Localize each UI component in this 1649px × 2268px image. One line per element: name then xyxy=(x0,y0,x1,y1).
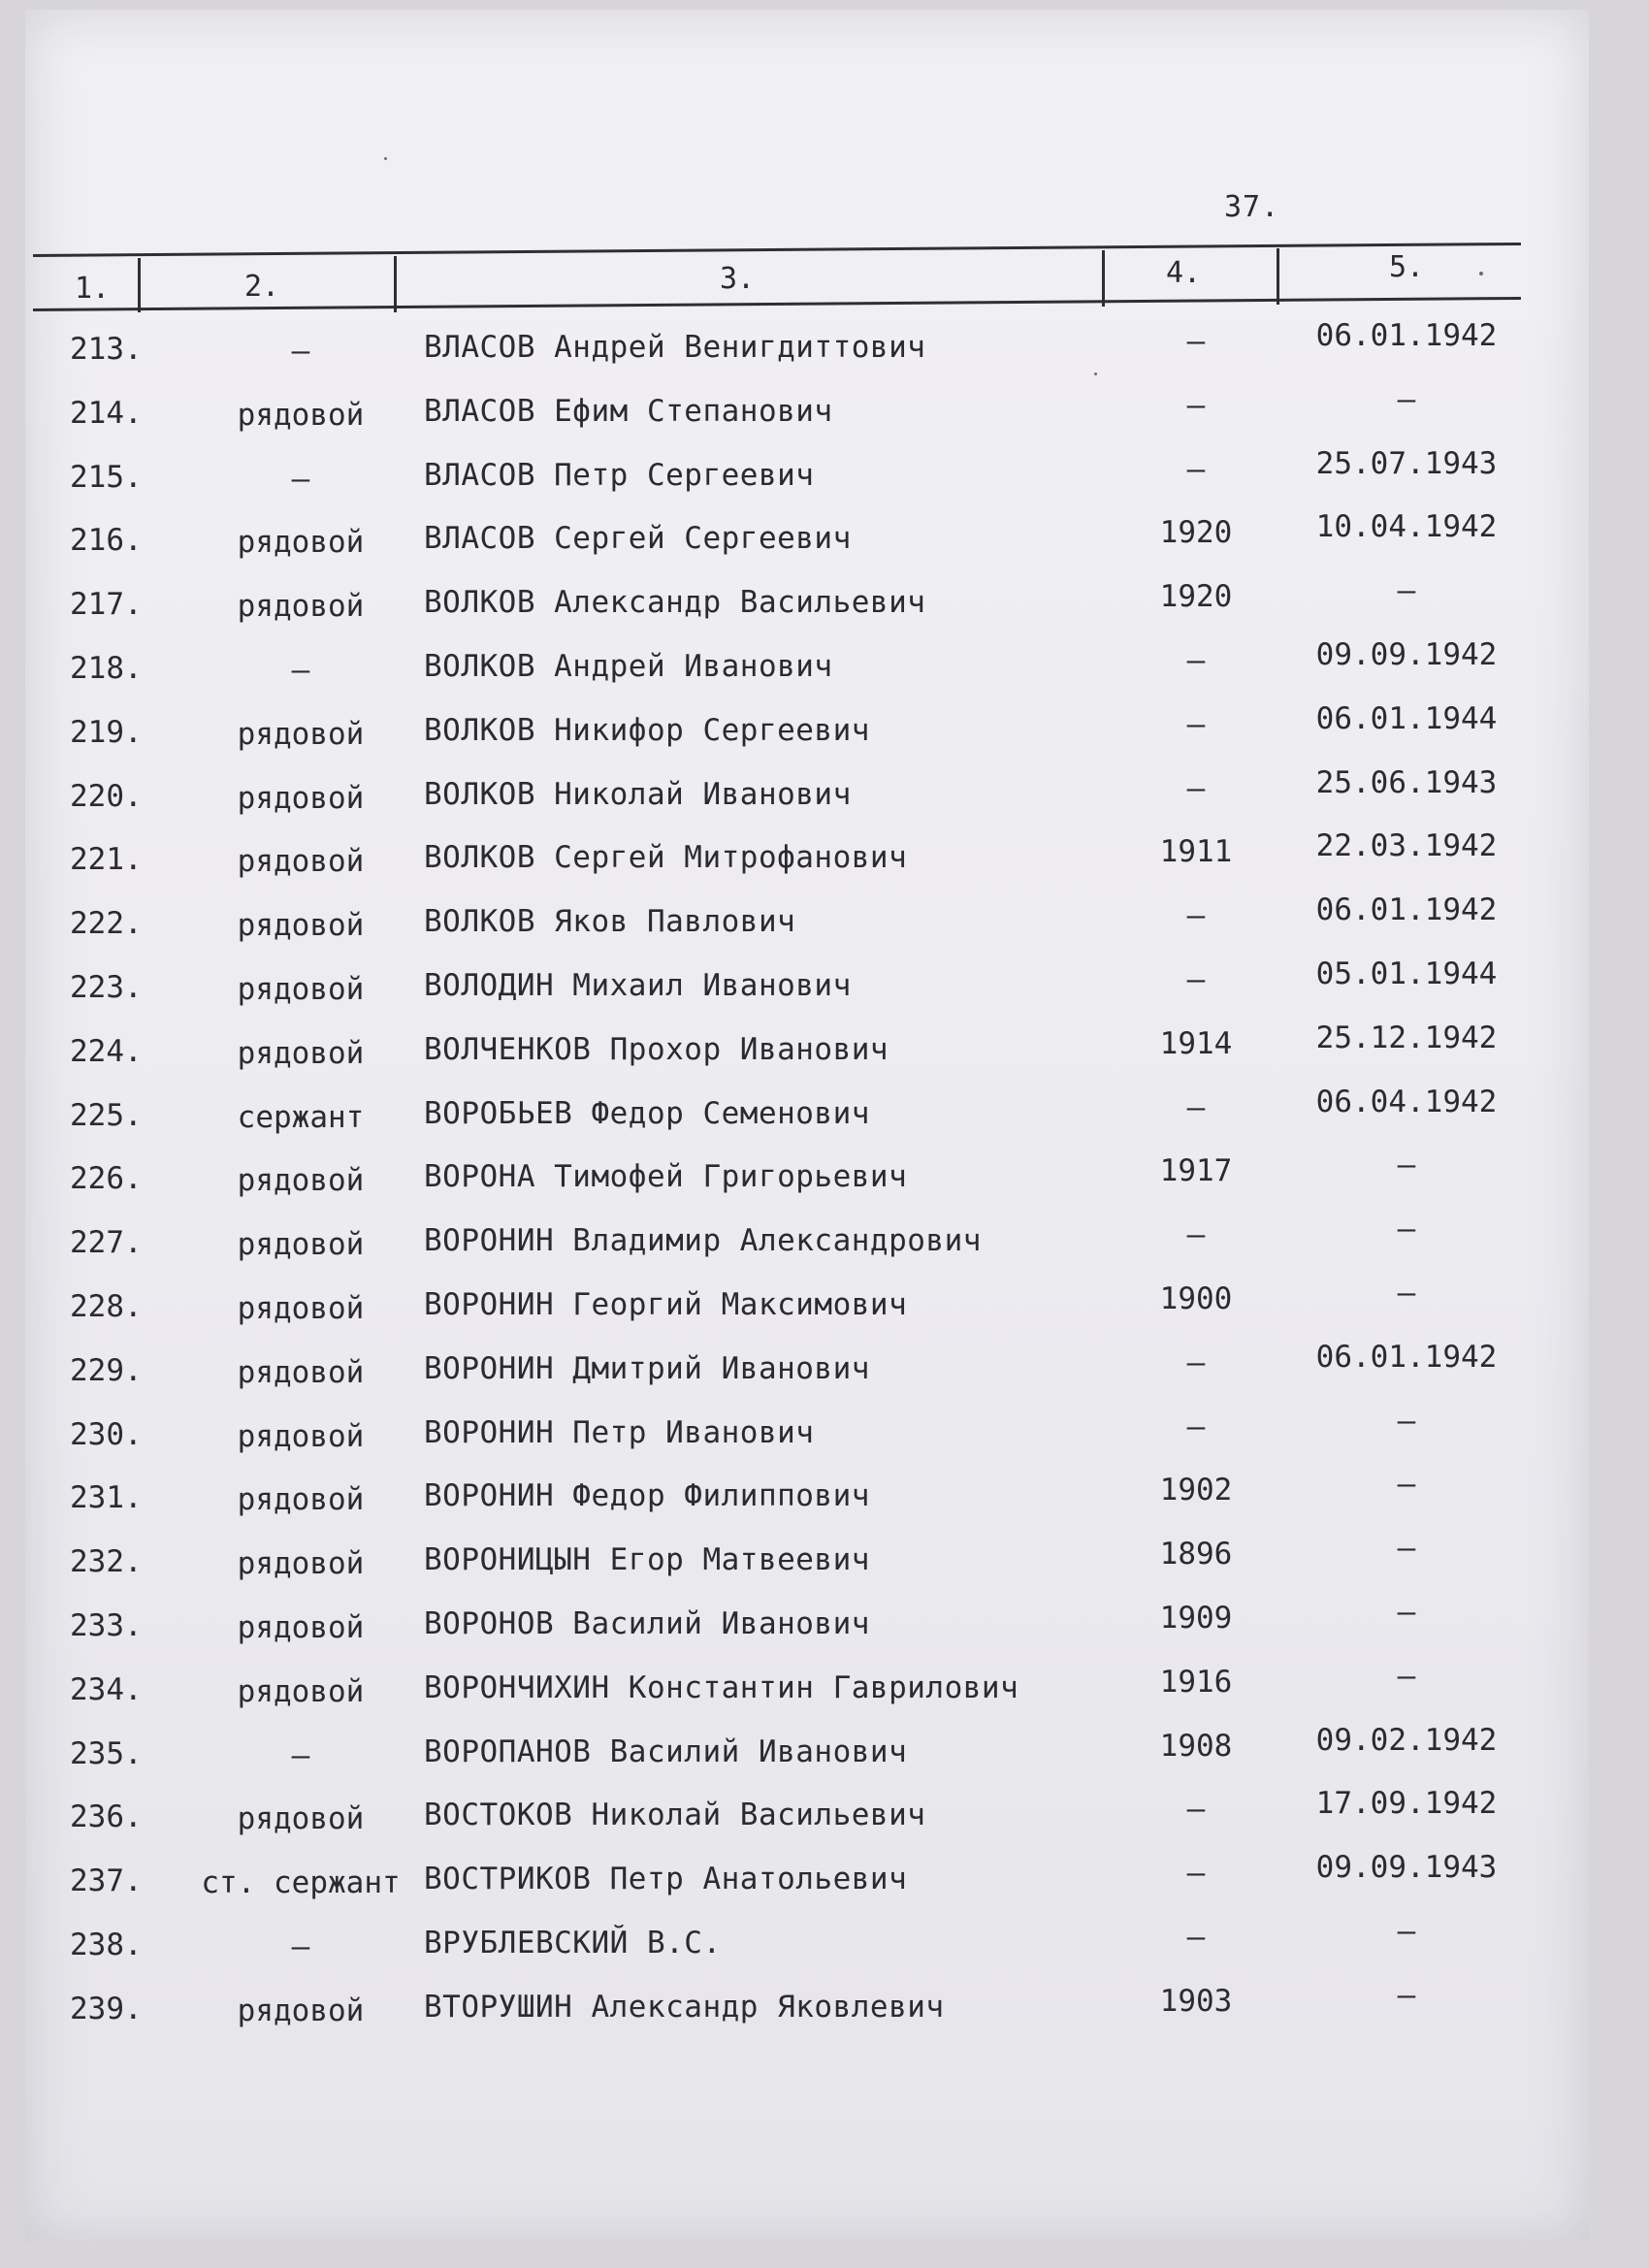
row-number: 230. xyxy=(70,1416,143,1452)
row-rank: рядовой xyxy=(237,972,365,1007)
row-rank: рядовой xyxy=(237,1418,365,1454)
row-number: 233. xyxy=(70,1608,143,1643)
row-date: 06.04.1942 xyxy=(1315,1084,1498,1119)
row-date: 09.09.1942 xyxy=(1315,637,1498,672)
row-name: ВЛАСОВ Сергей Сергеевич xyxy=(424,521,852,557)
row-date: 06.01.1942 xyxy=(1315,1339,1498,1375)
row-birth-year: – xyxy=(1186,962,1206,997)
table-row xyxy=(0,509,1649,577)
row-date: – xyxy=(1397,1148,1416,1183)
row-number: 228. xyxy=(70,1289,143,1324)
row-birth-year: 1902 xyxy=(1159,1473,1233,1508)
row-date: 05.01.1944 xyxy=(1315,956,1498,991)
row-name: ВОРОНЧИХИН Константин Гаврилович xyxy=(424,1669,1019,1705)
row-rank: рядовой xyxy=(237,1801,365,1837)
row-number: 216. xyxy=(70,523,143,559)
row-rank: – xyxy=(291,1929,310,1964)
row-rank: рядовой xyxy=(237,1993,365,2028)
table-row xyxy=(0,1276,1649,1344)
row-date: – xyxy=(1397,1212,1416,1247)
row-rank: рядовой xyxy=(237,1227,365,1263)
row-number: 219. xyxy=(70,714,143,750)
table-row xyxy=(0,1403,1649,1472)
row-date: – xyxy=(1397,1531,1416,1567)
row-date: – xyxy=(1397,1595,1416,1630)
table-row xyxy=(0,1531,1649,1599)
row-birth-year: – xyxy=(1186,643,1206,678)
row-name: ВОРОНИН Федор Филиппович xyxy=(424,1478,870,1514)
row-date: 10.04.1942 xyxy=(1315,509,1498,545)
row-number: 227. xyxy=(70,1225,143,1261)
column-separator xyxy=(394,256,397,312)
table-row xyxy=(0,700,1649,769)
row-number: 213. xyxy=(70,332,143,367)
table-row xyxy=(0,1977,1649,2046)
row-birth-year: 1916 xyxy=(1159,1664,1233,1700)
row-number: 221. xyxy=(70,842,143,878)
row-name: ВОРОНИЦЫН Егор Матвеевич xyxy=(424,1542,870,1578)
row-birth-year: 1917 xyxy=(1159,1153,1233,1189)
table-row xyxy=(0,828,1649,896)
row-rank: рядовой xyxy=(237,908,365,944)
row-name: ВОРОПАНОВ Василий Иванович xyxy=(424,1733,908,1769)
row-name: ВОЛЧЕНКОВ Прохор Иванович xyxy=(424,1031,889,1067)
row-name: ВРУБЛЕВСКИЙ В.С. xyxy=(424,1926,722,1960)
row-date: – xyxy=(1397,1403,1416,1439)
row-name: ВЛАСОВ Андрей Венигдиттович xyxy=(424,330,926,365)
row-name: ВОЛКОВ Никифор Сергеевич xyxy=(424,712,870,748)
row-rank: – xyxy=(291,653,310,688)
table-row xyxy=(0,892,1649,960)
row-date: 06.01.1944 xyxy=(1315,700,1498,736)
row-birth-year: 1908 xyxy=(1159,1728,1233,1764)
table-row xyxy=(0,1914,1649,1982)
table-row xyxy=(0,381,1649,450)
column-header-date: 5. xyxy=(1388,250,1425,284)
row-number: 215. xyxy=(70,459,143,495)
row-name: ВОЛКОВ Яков Павлович xyxy=(424,904,796,940)
row-name: ВОРОНИН Георгий Максимович xyxy=(424,1287,908,1322)
row-birth-year: – xyxy=(1186,1920,1206,1955)
table-row xyxy=(0,956,1649,1024)
row-number: 234. xyxy=(70,1671,143,1707)
row-number: 217. xyxy=(70,587,143,623)
row-name: ВОЛКОВ Андрей Иванович xyxy=(424,649,833,684)
row-birth-year: – xyxy=(1186,324,1206,359)
row-number: 239. xyxy=(70,1991,143,2026)
table-row xyxy=(0,1850,1649,1918)
row-name: ВЛАСОВ Петр Сергеевич xyxy=(424,457,815,493)
row-name: ВОСТОКОВ Николай Васильевич xyxy=(424,1798,926,1833)
row-number: 222. xyxy=(70,906,143,942)
row-name: ВОСТРИКОВ Петр Анатольевич xyxy=(424,1862,908,1897)
scan-speck xyxy=(384,157,387,160)
row-number: 218. xyxy=(70,651,143,686)
row-number: 236. xyxy=(70,1799,143,1835)
row-number: 238. xyxy=(70,1928,143,1962)
row-name: ВОРОНИН Дмитрий Иванович xyxy=(424,1350,870,1386)
row-rank: сержант xyxy=(237,1099,365,1135)
row-name: ВОРОНИН Владимир Александрович xyxy=(424,1223,982,1259)
table-row xyxy=(0,1084,1649,1152)
row-name: ВОРОНИН Петр Иванович xyxy=(424,1414,815,1450)
table-row xyxy=(0,1786,1649,1854)
row-number: 232. xyxy=(70,1544,143,1580)
row-name: ВОРОНОВ Василий Иванович xyxy=(424,1606,870,1641)
row-rank: рядовой xyxy=(237,1163,365,1199)
row-number: 237. xyxy=(70,1863,143,1899)
row-birth-year: 1909 xyxy=(1159,1601,1233,1636)
row-number: 226. xyxy=(70,1161,143,1197)
row-birth-year: 1914 xyxy=(1159,1025,1233,1061)
row-rank: – xyxy=(291,1737,310,1773)
row-number: 223. xyxy=(70,970,143,1005)
column-header-number: 1. xyxy=(74,272,111,306)
row-rank: ст. сержант xyxy=(201,1865,401,1901)
row-birth-year: – xyxy=(1186,706,1206,742)
table-row xyxy=(0,1020,1649,1088)
row-rank: рядовой xyxy=(237,525,365,561)
row-rank: рядовой xyxy=(237,1354,365,1390)
row-date: – xyxy=(1397,1276,1416,1311)
row-date: – xyxy=(1397,1914,1416,1949)
row-rank: – xyxy=(291,461,310,497)
row-number: 224. xyxy=(70,1033,143,1069)
column-separator xyxy=(138,258,141,312)
table-row xyxy=(0,764,1649,833)
row-number: 235. xyxy=(70,1735,143,1771)
row-birth-year: – xyxy=(1186,1409,1206,1444)
row-rank: рядовой xyxy=(237,397,365,433)
table-row xyxy=(0,637,1649,705)
row-date: – xyxy=(1397,1977,1416,2013)
row-date: – xyxy=(1397,381,1416,417)
row-rank: рядовой xyxy=(237,1610,365,1645)
row-date: 25.12.1942 xyxy=(1315,1020,1498,1055)
table-row xyxy=(0,1339,1649,1408)
table-row xyxy=(0,445,1649,514)
row-date: – xyxy=(1397,1658,1416,1694)
row-birth-year: – xyxy=(1186,451,1206,487)
row-birth-year: – xyxy=(1186,770,1206,806)
row-rank: рядовой xyxy=(237,844,365,880)
column-separator xyxy=(1277,248,1279,305)
row-date: 25.06.1943 xyxy=(1315,764,1498,800)
row-date: 22.03.1942 xyxy=(1315,828,1498,864)
table-row xyxy=(0,1658,1649,1727)
row-number: 214. xyxy=(70,395,143,431)
row-name: ВТОРУШИН Александр Яковлевич xyxy=(424,1989,945,2025)
column-separator xyxy=(1102,250,1105,307)
row-rank: рядовой xyxy=(237,1482,365,1518)
row-rank: рядовой xyxy=(237,1546,365,1582)
row-name: ВОЛКОВ Николай Иванович xyxy=(424,776,852,812)
row-rank: – xyxy=(291,334,310,369)
row-birth-year: 1900 xyxy=(1159,1281,1233,1316)
row-number: 220. xyxy=(70,778,143,814)
row-birth-year: – xyxy=(1186,1217,1206,1253)
scan-speck xyxy=(1094,373,1097,375)
row-birth-year: – xyxy=(1186,1856,1206,1892)
table-row xyxy=(0,318,1649,386)
row-name: ВОЛКОВ Сергей Митрофанович xyxy=(424,840,908,876)
row-birth-year: 1896 xyxy=(1159,1537,1233,1572)
row-date: 09.09.1943 xyxy=(1315,1850,1498,1886)
row-date: 06.01.1942 xyxy=(1315,318,1498,353)
row-birth-year: 1920 xyxy=(1159,579,1233,615)
row-birth-year: 1920 xyxy=(1159,515,1233,551)
table-row xyxy=(0,1595,1649,1663)
row-rank: рядовой xyxy=(237,1291,365,1326)
row-date: 09.02.1942 xyxy=(1315,1722,1498,1758)
row-date: – xyxy=(1397,573,1416,609)
row-birth-year: – xyxy=(1186,387,1206,423)
column-header-year: 4. xyxy=(1165,256,1202,290)
row-birth-year: – xyxy=(1186,1792,1206,1828)
row-rank: рядовой xyxy=(237,589,365,625)
row-birth-year: – xyxy=(1186,1345,1206,1380)
scan-speck xyxy=(1479,272,1483,275)
column-header-name: 3. xyxy=(719,262,756,296)
row-rank: рядовой xyxy=(237,716,365,752)
row-number: 225. xyxy=(70,1097,143,1133)
row-birth-year: – xyxy=(1186,898,1206,934)
table-row xyxy=(0,573,1649,641)
page-number: 37. xyxy=(1224,190,1280,224)
row-name: ВОРОНА Тимофей Григорьевич xyxy=(424,1159,908,1195)
table-row xyxy=(0,1212,1649,1280)
row-date: – xyxy=(1397,1467,1416,1503)
row-rank: рядовой xyxy=(237,1035,365,1071)
table-row xyxy=(0,1148,1649,1215)
row-date: 06.01.1942 xyxy=(1315,892,1498,928)
row-name: ВЛАСОВ Ефим Степанович xyxy=(424,393,833,429)
row-birth-year: 1903 xyxy=(1159,1983,1233,2019)
row-birth-year: – xyxy=(1186,1089,1206,1125)
row-number: 231. xyxy=(70,1480,143,1516)
row-rank: рядовой xyxy=(237,780,365,816)
row-name: ВОЛОДИН Михаил Иванович xyxy=(424,968,852,1003)
row-name: ВОРОБЬЕВ Федор Семенович xyxy=(424,1095,870,1131)
table-row xyxy=(0,1722,1649,1791)
row-birth-year: 1911 xyxy=(1159,834,1233,870)
row-date: 25.07.1943 xyxy=(1315,445,1498,481)
row-number: 229. xyxy=(70,1352,143,1388)
row-date: 17.09.1942 xyxy=(1315,1786,1498,1822)
column-header-rank: 2. xyxy=(243,270,280,304)
table-row xyxy=(0,1467,1649,1535)
row-rank: рядовой xyxy=(237,1673,365,1709)
row-name: ВОЛКОВ Александр Васильевич xyxy=(424,585,926,621)
